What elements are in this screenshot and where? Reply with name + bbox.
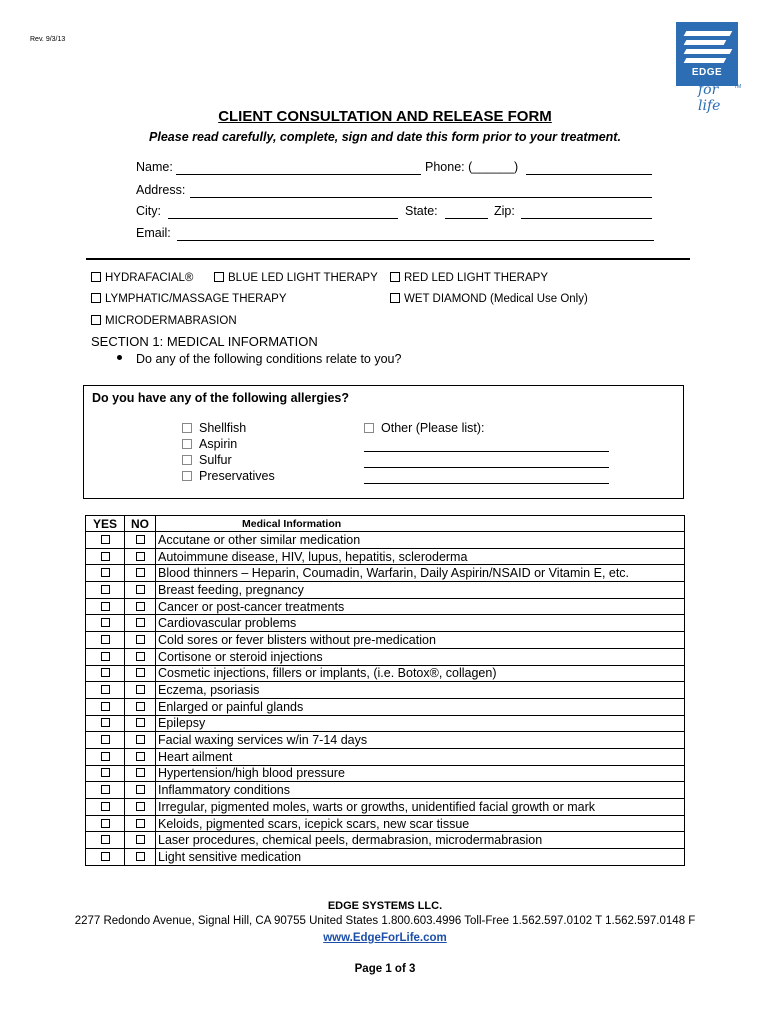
- revision-label: Rev. 9/3/13: [30, 36, 66, 43]
- condition-label: Cancer or post-cancer treatments: [156, 598, 685, 615]
- no-checkbox[interactable]: [136, 602, 145, 611]
- no-cell: [125, 832, 156, 849]
- condition-label: Keloids, pigmented scars, icepick scars, new scar tissue: [156, 815, 685, 832]
- table-row: [86, 815, 685, 832]
- table-row: [86, 665, 685, 682]
- no-cell: [125, 765, 156, 782]
- allergy-label: Aspirin: [199, 437, 238, 451]
- yes-cell: [86, 615, 125, 632]
- yes-cell: [86, 849, 125, 866]
- no-cell: [125, 748, 156, 765]
- no-checkbox[interactable]: [136, 618, 145, 627]
- yes-cell: [86, 782, 125, 799]
- allergy-shellfish[interactable]: [182, 421, 246, 435]
- no-checkbox[interactable]: [136, 768, 145, 777]
- city-label: City:: [136, 204, 161, 218]
- allergy-other[interactable]: [364, 421, 485, 435]
- condition-label: Cortisone or steroid injections: [156, 648, 685, 665]
- table-row: [86, 565, 685, 582]
- no-cell: [125, 799, 156, 816]
- no-cell: [125, 849, 156, 866]
- service-label: WET DIAMOND (Medical Use Only): [404, 293, 588, 305]
- no-cell: [125, 682, 156, 699]
- yes-cell: [86, 665, 125, 682]
- email-field[interactable]: [177, 240, 654, 241]
- condition-label: Blood thinners – Heparin, Coumadin, Warfarin, Daily Aspirin/NSAID or Vitamin E, etc.: [156, 565, 685, 582]
- city-field[interactable]: [168, 218, 398, 219]
- condition-label: Eczema, psoriasis: [156, 682, 685, 699]
- yes-cell: [86, 648, 125, 665]
- yes-cell: [86, 748, 125, 765]
- condition-label: Hypertension/high blood pressure: [156, 765, 685, 782]
- no-cell: [125, 698, 156, 715]
- table-row: [86, 799, 685, 816]
- yes-cell: [86, 799, 125, 816]
- logo-word: EDGE: [691, 67, 723, 78]
- yes-cell: [86, 632, 125, 649]
- condition-label: Facial waxing services w/in 7-14 days: [156, 732, 685, 749]
- footer-company: EDGE SYSTEMS LLC.: [327, 900, 443, 912]
- logo-stripe: [684, 31, 733, 36]
- no-cell: [125, 582, 156, 599]
- zip-label: Zip:: [494, 204, 515, 218]
- table-row: [86, 648, 685, 665]
- yes-cell: [86, 548, 125, 565]
- no-checkbox[interactable]: [136, 819, 145, 828]
- service-microdermabrasion[interactable]: [91, 315, 237, 327]
- condition-label: Epilepsy: [156, 715, 685, 732]
- table-header-row: [86, 516, 685, 532]
- table-row: [86, 598, 685, 615]
- address-field[interactable]: [190, 197, 652, 198]
- allergy-preservatives[interactable]: [182, 469, 275, 483]
- service-blue-led[interactable]: [214, 272, 378, 284]
- yes-checkbox[interactable]: [101, 819, 110, 828]
- other-allergy-line[interactable]: [364, 451, 609, 452]
- checkbox[interactable]: [182, 471, 192, 481]
- checkbox[interactable]: [364, 423, 374, 433]
- name-label: Name:: [136, 160, 173, 174]
- table-row: [86, 582, 685, 599]
- service-hydrafacial[interactable]: [91, 272, 193, 284]
- phone-field[interactable]: [526, 174, 652, 175]
- yes-cell: [86, 732, 125, 749]
- address-label: Address:: [136, 183, 186, 197]
- no-checkbox[interactable]: [136, 835, 145, 844]
- table-row: [86, 615, 685, 632]
- no-checkbox[interactable]: [136, 702, 145, 711]
- no-checkbox[interactable]: [136, 568, 145, 577]
- allergy-label: Sulfur: [199, 453, 232, 467]
- no-checkbox[interactable]: [136, 585, 145, 594]
- yes-cell: [86, 832, 125, 849]
- yes-header: YES: [86, 516, 125, 532]
- no-cell: [125, 598, 156, 615]
- form-title: CLIENT CONSULTATION AND RELEASE FORM: [218, 108, 552, 125]
- yes-checkbox[interactable]: [101, 768, 110, 777]
- table-row: [86, 698, 685, 715]
- section1-bullet: [117, 352, 401, 366]
- zip-field[interactable]: [521, 218, 652, 219]
- service-wet-diamond[interactable]: [390, 293, 588, 305]
- no-cell: [125, 632, 156, 649]
- no-checkbox[interactable]: [136, 635, 145, 644]
- yes-cell: [86, 698, 125, 715]
- yes-checkbox[interactable]: [101, 618, 110, 627]
- checkbox[interactable]: [390, 272, 400, 282]
- yes-checkbox[interactable]: [101, 785, 110, 794]
- no-cell: [125, 565, 156, 582]
- yes-checkbox[interactable]: [101, 652, 110, 661]
- table-row: [86, 632, 685, 649]
- yes-checkbox[interactable]: [101, 702, 110, 711]
- other-allergy-line[interactable]: [364, 483, 609, 484]
- other-allergy-line[interactable]: [364, 467, 609, 468]
- yes-cell: [86, 532, 125, 549]
- table-row: [86, 782, 685, 799]
- yes-checkbox[interactable]: [101, 835, 110, 844]
- no-checkbox[interactable]: [136, 785, 145, 794]
- logo-script: for life: [698, 82, 721, 114]
- yes-cell: [86, 715, 125, 732]
- allergy-label: Other (Please list):: [381, 421, 485, 435]
- table-row: [86, 548, 685, 565]
- yes-checkbox[interactable]: [101, 585, 110, 594]
- logo-trademark: TM: [734, 84, 742, 90]
- table-row: [86, 748, 685, 765]
- section1-title: SECTION 1: MEDICAL INFORMATION: [91, 334, 318, 349]
- condition-label: Cold sores or fever blisters without pre-medication: [156, 632, 685, 649]
- yes-cell: [86, 815, 125, 832]
- no-cell: [125, 782, 156, 799]
- checkbox[interactable]: [182, 423, 192, 433]
- checkbox[interactable]: [182, 455, 192, 465]
- service-label: BLUE LED LIGHT THERAPY: [228, 272, 378, 284]
- no-cell: [125, 532, 156, 549]
- yes-cell: [86, 682, 125, 699]
- bullet-icon: [117, 355, 122, 360]
- state-label: State:: [405, 204, 438, 218]
- service-label: MICRODERMABRASION: [105, 315, 237, 327]
- table-row: [86, 732, 685, 749]
- yes-checkbox[interactable]: [101, 802, 110, 811]
- medical-info-table: [85, 515, 685, 866]
- footer-website-link[interactable]: www.EdgeForLife.com: [323, 932, 447, 944]
- no-checkbox[interactable]: [136, 852, 145, 861]
- condition-label: Accutane or other similar medication: [156, 532, 685, 549]
- table-row: [86, 849, 685, 866]
- no-header: NO: [125, 516, 156, 532]
- service-red-led[interactable]: [390, 272, 548, 284]
- no-cell: [125, 648, 156, 665]
- yes-checkbox[interactable]: [101, 568, 110, 577]
- no-checkbox[interactable]: [136, 802, 145, 811]
- condition-label: Light sensitive medication: [156, 849, 685, 866]
- yes-checkbox[interactable]: [101, 685, 110, 694]
- no-cell: [125, 548, 156, 565]
- checkbox[interactable]: [214, 272, 224, 282]
- checkbox[interactable]: [182, 439, 192, 449]
- allergy-aspirin[interactable]: [182, 437, 237, 451]
- checkbox[interactable]: [91, 315, 101, 325]
- name-field[interactable]: [176, 174, 421, 175]
- logo-stripe: [684, 40, 727, 45]
- yes-cell: [86, 598, 125, 615]
- logo-stripe: [684, 49, 733, 54]
- condition-label: Autoimmune disease, HIV, lupus, hepatitis, scleroderma: [156, 548, 685, 565]
- yes-checkbox[interactable]: [101, 668, 110, 677]
- condition-label: Heart ailment: [156, 748, 685, 765]
- email-label: Email:: [136, 226, 171, 240]
- table-row: [86, 715, 685, 732]
- no-cell: [125, 732, 156, 749]
- no-cell: [125, 665, 156, 682]
- checkbox[interactable]: [390, 293, 400, 303]
- no-cell: [125, 815, 156, 832]
- condition-label: Cosmetic injections, fillers or implants, (i.e. Botox®, collagen): [156, 665, 685, 682]
- condition-label: Inflammatory conditions: [156, 782, 685, 799]
- yes-cell: [86, 582, 125, 599]
- section-divider: [86, 258, 690, 260]
- yes-checkbox[interactable]: [101, 852, 110, 861]
- edge-logo: [676, 22, 742, 114]
- yes-checkbox[interactable]: [101, 602, 110, 611]
- no-cell: [125, 615, 156, 632]
- allergies-question: Do you have any of the following allergies?: [92, 391, 349, 405]
- form-subtitle: Please read carefully, complete, sign and date this form prior to your treatment.: [149, 130, 621, 144]
- condition-label: Irregular, pigmented moles, warts or growths, unidentified facial growth or mark: [156, 799, 685, 816]
- phone-label: Phone: (______): [425, 160, 519, 174]
- no-checkbox[interactable]: [136, 685, 145, 694]
- yes-cell: [86, 765, 125, 782]
- no-checkbox[interactable]: [136, 535, 145, 544]
- table-row: [86, 765, 685, 782]
- page-number: Page 1 of 3: [354, 963, 416, 975]
- table-row: [86, 682, 685, 699]
- no-checkbox[interactable]: [136, 718, 145, 727]
- yes-checkbox[interactable]: [101, 635, 110, 644]
- yes-checkbox[interactable]: [101, 735, 110, 744]
- condition-label: Breast feeding, pregnancy: [156, 582, 685, 599]
- no-cell: [125, 715, 156, 732]
- service-label: HYDRAFACIAL®: [105, 272, 194, 284]
- state-field[interactable]: [445, 218, 488, 219]
- checkbox[interactable]: [91, 272, 101, 282]
- allergy-sulfur[interactable]: [182, 453, 232, 467]
- no-checkbox[interactable]: [136, 652, 145, 661]
- condition-label: Enlarged or painful glands: [156, 698, 685, 715]
- no-checkbox[interactable]: [136, 668, 145, 677]
- table-row: [86, 832, 685, 849]
- yes-checkbox[interactable]: [101, 552, 110, 561]
- no-checkbox[interactable]: [136, 552, 145, 561]
- yes-checkbox[interactable]: [101, 718, 110, 727]
- condition-label: Laser procedures, chemical peels, dermabrasion, microdermabrasion: [156, 832, 685, 849]
- footer-address: 2277 Redondo Avenue, Signal Hill, CA 90755 United States 1.800.603.4996 Toll-Free 1.562.597.0102 T 1.562.597.0148 F: [74, 915, 696, 927]
- logo-badge: [676, 22, 738, 86]
- service-label: RED LED LIGHT THERAPY: [404, 272, 549, 284]
- service-label: LYMPHATIC/MASSAGE THERAPY: [105, 293, 287, 305]
- yes-checkbox[interactable]: [101, 752, 110, 761]
- yes-cell: [86, 565, 125, 582]
- allergy-label: Shellfish: [199, 421, 247, 435]
- yes-checkbox[interactable]: [101, 535, 110, 544]
- allergy-label: Preservatives: [199, 469, 275, 483]
- condition-label: Cardiovascular problems: [156, 615, 685, 632]
- checkbox[interactable]: [91, 293, 101, 303]
- bullet-text: Do any of the following conditions relate to you?: [136, 352, 402, 366]
- no-checkbox[interactable]: [136, 735, 145, 744]
- logo-stripe: [684, 58, 727, 63]
- service-lymphatic[interactable]: [91, 293, 286, 305]
- no-checkbox[interactable]: [136, 752, 145, 761]
- info-header: Medical Information: [156, 516, 685, 532]
- table-row: [86, 532, 685, 549]
